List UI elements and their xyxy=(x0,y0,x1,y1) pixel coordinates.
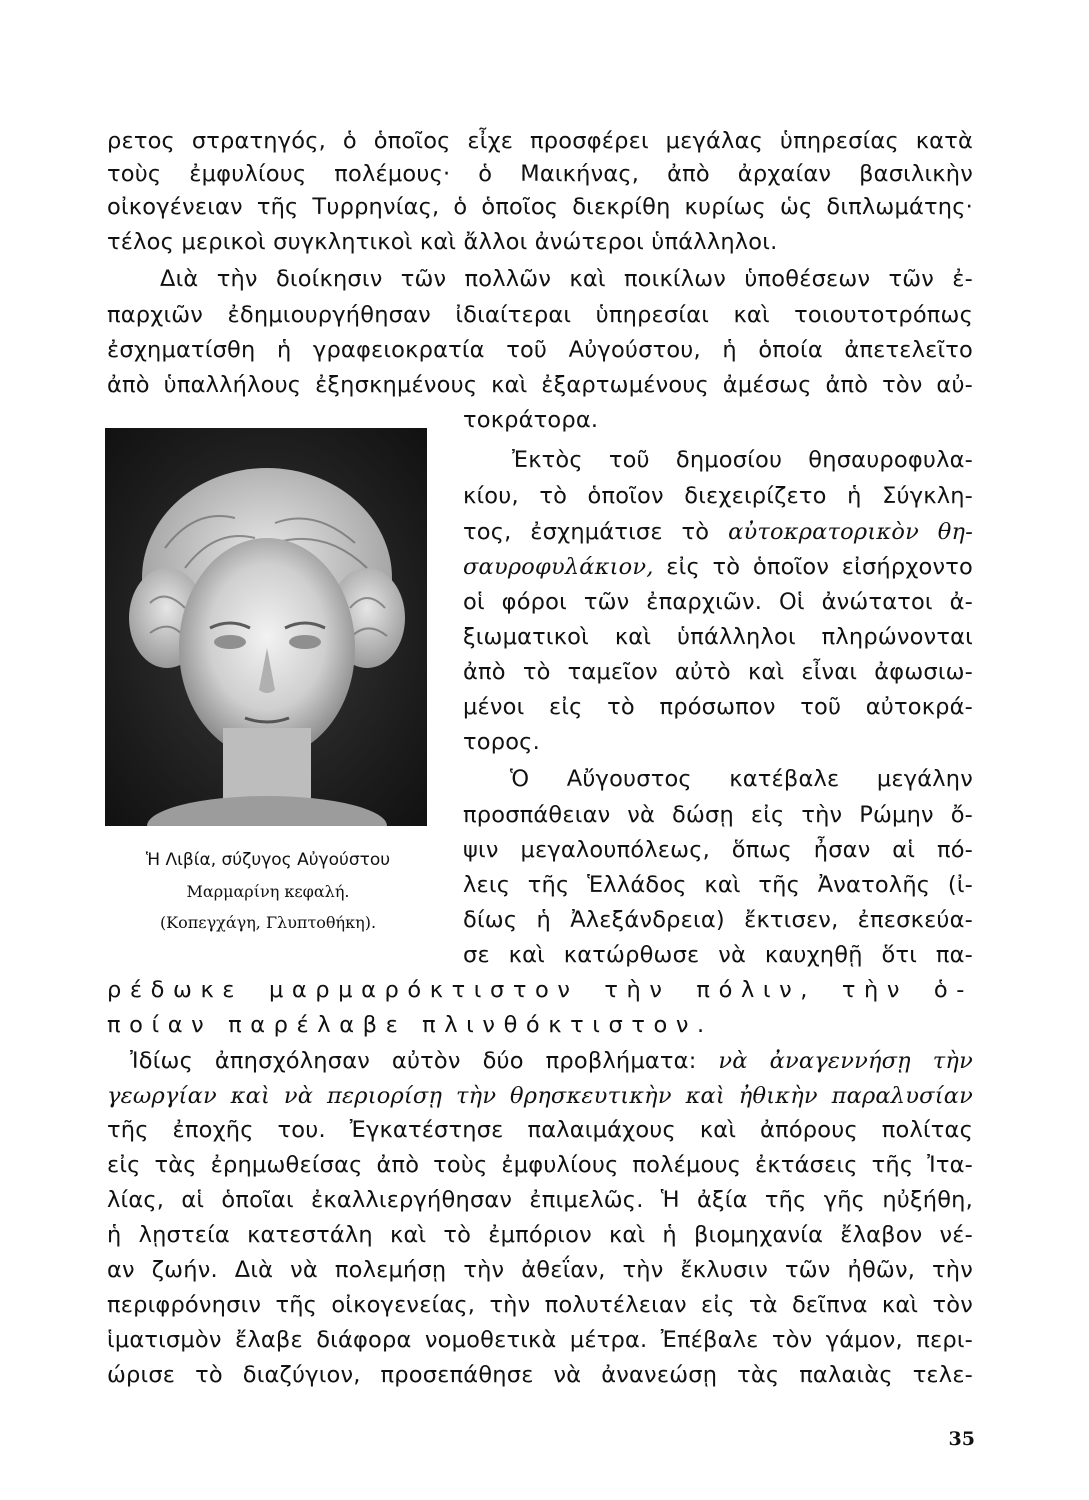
text-line xyxy=(463,550,973,584)
text-span: Ἰδίως ἀπησχόλησαν αὐτὸν δύο προβλήματα: xyxy=(130,1048,719,1074)
text-line xyxy=(130,1044,973,1078)
text-line: κίου, τὸ ὁποῖον διεχειρίζετο ἡ Σύγκλη- xyxy=(463,483,973,509)
text-line: λεις τῆς Ἑλλάδος καὶ τῆς Ἀνατολῆς (ἰ- xyxy=(463,872,973,898)
text-line: τορος. xyxy=(463,729,540,755)
text-line: Ἐκτὸς τοῦ δημοσίου θησαυροφυλα- xyxy=(512,447,973,473)
text-line: δίως ἡ Ἀλεξάνδρεια) ἔκτισεν, ἐπεσκεύα- xyxy=(463,907,973,933)
text-line: Ὁ Αὔγουστος κατέβαλε μεγάλην xyxy=(510,766,973,792)
text-line: τέλος μερικοὶ συγκλητικοὶ καὶ ἄλλοι ἀνώτεροι ὑπάλληλοι. xyxy=(107,229,778,255)
text-line: προσπάθειαν νὰ δώσῃ εἰς τὴν Ρώμην ὄ- xyxy=(463,802,973,828)
text-line: μένοι εἰς τὸ πρόσωπον τοῦ αὐτοκρά- xyxy=(463,694,973,720)
text-line xyxy=(463,515,973,549)
text-line: τοκράτορα. xyxy=(463,407,599,433)
photo-caption-location: (Κοπεγχάγη, Γλυπτοθήκη). xyxy=(159,913,377,932)
text-line: ἀπὸ ὑπαλλήλους ἐξησκημένους καὶ ἐξαρτωμένους ἀμέσως ἀπὸ τὸν αὐ- xyxy=(107,372,973,398)
text-line: ψιν μεγαλουπόλεως, ὅπως ἦσαν αἱ πό- xyxy=(463,837,973,863)
photo-caption-subtitle: Μαρμαρίνη κεφαλή. xyxy=(186,882,350,901)
text-line: ξιωματικοὶ καὶ ὑπάλληλοι πληρώνονται xyxy=(463,624,973,650)
text-line: τοὺς ἐμφυλίους πολέμους· ὁ Μαικήνας, ἀπὸ ἀρχαίαν βασιλικὴν xyxy=(107,161,973,187)
text-line: οἱ φόροι τῶν ἐπαρχιῶν. Οἱ ἀνώτατοι ἀ- xyxy=(463,589,973,615)
text-line: ἐσχηματίσθη ἡ γραφειοκρατία τοῦ Αὐγούστου, ἡ ὁποία ἀπετελεῖτο xyxy=(107,337,973,363)
text-line: λίας, αἱ ὁποῖαι ἐκαλλιεργήθησαν ἐπιμελῶς. Ἡ ἀξία τῆς γῆς ηὐξήθη, xyxy=(107,1187,973,1213)
text-line: ἀπὸ τὸ ταμεῖον αὐτὸ καὶ εἶναι ἀφωσιω- xyxy=(463,659,973,685)
italic-line: γεωργίαν καὶ νὰ περιορίσῃ τὴν θρησκευτικὴν καὶ ἠθικὴν παραλυσίαν xyxy=(107,1083,973,1109)
spaced-emphasis-line: ρέδωκε μαρμαρόκτιστον τὴν πόλιν, τὴν ὁ- xyxy=(107,977,973,1003)
text-line: οἰκογένειαν τῆς Τυρρηνίας, ὁ ὁποῖος διεκρίθη κυρίως ὡς διπλωμάτης· xyxy=(107,194,973,220)
text-line: σε καὶ κατώρθωσε νὰ καυχηθῇ ὅτι πα- xyxy=(463,942,973,968)
text-line: Διὰ τὴν διοίκησιν τῶν πολλῶν καὶ ποικίλων ὑποθέσεων τῶν ἐ- xyxy=(160,266,973,292)
text-line: περιφρόνησιν τῆς οἰκογενείας, τὴν πολυτέλειαν εἰς τὰ δεῖπνα καὶ τὸν xyxy=(107,1292,973,1318)
text-span: τος, ἐσχημάτισε τὸ xyxy=(463,519,729,545)
spaced-emphasis-line: ποίαν παρέλαβε πλινθόκτιστον. xyxy=(107,1012,713,1038)
page-number: 35 xyxy=(948,1428,975,1450)
text-span: εἰς τὸ ὁποῖον εἰσήρχοντο xyxy=(653,554,973,580)
text-line: παρχιῶν ἐδημιουργήθησαν ἰδιαίτεραι ὑπηρεσίαι καὶ τοιουτοτρόπως xyxy=(107,302,973,328)
photo-caption-title: Ἡ Λιβία, σύζυγος Αὐγούστου xyxy=(145,850,391,870)
text-line: ἡ λῃστεία κατεστάλη καὶ τὸ ἐμπόριον καὶ ἡ βιομηχανία ἔλαβον νέ- xyxy=(107,1222,973,1248)
italic-term: νὰ ἀναγεννήσῃ τὴν xyxy=(718,1048,973,1074)
text-line: ρετος στρατηγός, ὁ ὁποῖος εἶχε προσφέρει μεγάλας ὑπηρεσίας κατὰ xyxy=(107,128,973,154)
text-line: εἰς τὰς ἐρημωθείσας ἀπὸ τοὺς ἐμφυλίους πολέμους ἐκτάσεις τῆς Ἰτα- xyxy=(107,1152,973,1178)
text-line: αν ζωήν. Διὰ νὰ πολεμήσῃ τὴν ἀθεΐαν, τὴν ἔκλυσιν τῶν ἠθῶν, τὴν xyxy=(107,1257,973,1283)
text-line: ἱματισμὸν ἔλαβε διάφορα νομοθετικὰ μέτρα. Ἐπέβαλε τὸν γάμον, περι- xyxy=(107,1327,973,1353)
italic-term: αὐτοκρατορικὸν θη- xyxy=(728,519,973,545)
text-line: ώρισε τὸ διαζύγιον, προσεπάθησε νὰ ἀνανεώσῃ τὰς παλαιὰς τελε- xyxy=(107,1362,973,1388)
livia-bust-photo xyxy=(105,428,427,826)
text-line: τῆς ἐποχῆς του. Ἐγκατέστησε παλαιμάχους καὶ ἀπόρους πολίτας xyxy=(107,1117,973,1143)
italic-term: σαυροφυλάκιον, xyxy=(463,554,654,580)
bust-image xyxy=(105,428,427,826)
